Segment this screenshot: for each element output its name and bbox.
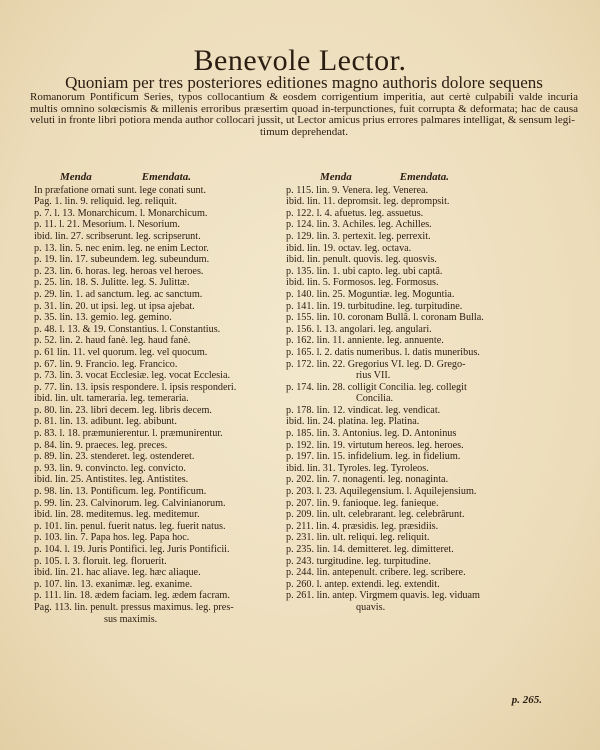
errata-entry: p. 261. lin. antep. Virgmem quavis. leg. viduam (286, 590, 480, 602)
errata-entry: p. 122. l. 4. afuetus. leg. assuetus. (286, 207, 424, 219)
errata-entry: p. 243. turgitudine. leg. turpitudine. (286, 555, 431, 567)
errata-entry: p. 155. lin. 10. coronam Bullâ. l. coronam Bulla. (286, 312, 484, 324)
errata-entry: p. 61 lin. 11. vel quorum. leg. vel quocum. (34, 346, 208, 358)
errata-entry: ibid. lin. ult. tameraria. leg. temeraria. (34, 393, 189, 405)
errata-entry: p. 31. lin. 20. ut ipsi. leg. ut ipsa ajebat. (34, 300, 195, 312)
errata-list (34, 185, 286, 626)
errata-entry: ibid. lin. 28. meditemus. leg. meditemur. (34, 509, 200, 521)
errata-entry: p. 156. l. 13. angolari. leg. angulari. (286, 323, 432, 335)
errata-entry: p. 103. lin. 7. Papa hos. leg. Papa hoc. (34, 532, 190, 544)
errata-entry: ibid. lin. 27. scribserunt. leg. scripserunt. (34, 230, 201, 242)
errata-entry: p. 35. lin. 13. gemio. leg. gemino. (34, 312, 172, 324)
errata-entry: p. 165. l. 2. datis numeribus. l. datis muneribus. (286, 346, 480, 358)
errata-entry: quavis. (356, 601, 386, 613)
errata-entry: ibid. lin. 31. Tyroles. leg. Tyroleos. (286, 462, 429, 474)
errata-entry: sus maximis. (104, 613, 158, 625)
errata-entry: p. 235. lin. 14. demitteret. leg. dimitteret. (286, 544, 454, 555)
errata-entry: p. 19. lin. 17. subeundem. leg. subeundum. (34, 254, 210, 266)
menda-header: Menda (320, 171, 352, 183)
intro-last-line: timum deprehendat. (260, 125, 348, 138)
errata-entry: p. 124. lin. 3. Achiles. leg. Achilles. (286, 219, 432, 231)
errata-entry: p. 140. lin. 25. Moguntiæ. leg. Moguntia. (286, 288, 455, 300)
errata-entry: p. 23. lin. 6. horas. leg. heroas vel heroes. (34, 265, 204, 277)
errata-entry: p. 48. l. 13. & 19. Constantius. l. Constantius. (34, 323, 221, 335)
errata-entry: p. 81. lin. 13. adibunt. leg. abibunt. (34, 416, 177, 428)
errata-entry: p. 104. l. 19. Juris Pontifici. leg. Juris Pontificii. (34, 544, 230, 555)
errata-entry: In præfatione ornati sunt. lege conati sunt. (34, 184, 207, 196)
errata-entry: ibid. lin. 19. octav. leg. octava. (286, 242, 412, 254)
errata-entry: p. 105. l. 3. floruit. leg. floruerit. (34, 555, 167, 567)
errata-entry: Pag. 113. lin. penult. pressus maximus. leg. pres- (34, 601, 234, 613)
intro-paragraph (30, 74, 578, 138)
errata-entry: p. 197. lin. 15. infidelium. leg. in fidelium. (286, 451, 461, 463)
errata-entry: p. 129. lin. 3. pertexit. leg. perrexit. (286, 230, 431, 242)
errata-entry: ibid. lin. 21. hac aliave. leg. hæc aliaque. (34, 567, 201, 579)
errata-entry: p. 111. lin. 18. ædem faciam. leg. ædem facram. (34, 590, 230, 602)
errata-entry: p. 83. l. 18. præmunierentur. l. præmunirentur. (34, 428, 223, 440)
errata-entry: p. 211. lin. 4. præsidis. leg. præsidiis. (286, 520, 439, 532)
catchword: p. 265. (511, 694, 542, 706)
errata-entry: p. 73. lin. 3. vocat Ecclesiæ. leg. vocat Ecclesia. (34, 370, 231, 382)
errata-entry: p. 185. lin. 3. Antonius. leg. D. Antoninus (286, 428, 457, 440)
column-header (34, 172, 286, 184)
errata-entry: p. 11. l. 21. Mesorium. l. Nesorium. (34, 219, 180, 231)
errata-entry: ibid. lin. 5. Formosos. leg. Formosus. (286, 277, 439, 289)
errata-entry: p. 172. lin. 22. Gregorius VI. leg. D. Grego- (286, 358, 466, 370)
errata-entry: p. 101. lin. penul. fuerit natus. leg. fuerit natus. (34, 520, 226, 532)
errata-entry: rius VII. (356, 370, 391, 382)
errata-entry: p. 209. lin. ult. celebrarant. leg. celebrârunt. (286, 509, 465, 521)
errata-list (286, 185, 576, 614)
emendata-header: Emendata. (399, 171, 449, 183)
errata-entry: p. 98. lin. 13. Pontificum. leg. Pontificum. (34, 486, 207, 498)
errata-left-column (34, 172, 286, 625)
errata-entry: p. 80. lin. 23. libri decem. leg. libris decem. (34, 404, 212, 416)
errata-entry: p. 260. l. antep. extendi. leg. extendit. (286, 578, 440, 590)
errata-entry: ibid. lin. penult. quovis. leg. quosvis. (286, 254, 437, 266)
errata-entry: p. 107. lin. 13. exanimæ. leg. exanime. (34, 578, 193, 590)
errata-entry: p. 162. lin. 11. anniente. leg. annuente. (286, 335, 444, 347)
errata-entry: p. 52. lin. 2. haud fanè. leg. haud fanè. (34, 335, 191, 347)
errata-entry: p. 178. lin. 12. vindicat. leg. vendicat. (286, 404, 441, 416)
errata-entry: p. 29. lin. 1. ad sanctum. leg. ac sanctum. (34, 288, 203, 300)
intro-body: Romanorum Pontificum Series, typos collocantium & eosdem corrigentium imperitia, aut certè culpabili valde incuria multis omnino solœcismis & millenis erroribus præsertim quoad in-terpunctiones, fuit corrupta & deformata; hac de causa veluti in fronte libri potiora menda author collocari jussit, ut Lector amicus prius errores palmares intelligat, & sensum legi- (30, 91, 578, 126)
errata-entry: ibid. lin. 25. Antistites. leg. Antistites. (34, 474, 189, 486)
errata-entry: ibid. lin. 11. depromsit. leg. deprompsit. (286, 196, 450, 208)
errata-entry: Concilia. (356, 393, 394, 405)
errata-entry: p. 202. lin. 7. nonagenti. leg. nonaginta. (286, 474, 449, 486)
intro-first-line: Quoniam per tres posteriores editiones magno authoris dolore sequens (65, 73, 543, 92)
errata-entry: p. 244. lin. antepenult. cribere. leg. scribere. (286, 567, 466, 579)
errata-entry: p. 231. lin. ult. reliqui. leg. reliquit. (286, 532, 430, 544)
errata-entry: p. 25. lin. 18. S. Julitte. leg. S. Julittæ. (34, 277, 190, 289)
errata-entry: p. 203. l. 23. Aquilegensium. l. Aquilejensium. (286, 486, 477, 498)
page-title: Benevole Lector. (193, 44, 407, 77)
errata-entry: p. 174. lin. 28. colligit Concilia. leg. collegit (286, 381, 467, 393)
errata-entry: p. 84. lin. 9. praeces. leg. preces. (34, 439, 168, 451)
menda-header: Menda (60, 171, 92, 183)
errata-entry: p. 13. lin. 5. nec enim. leg. ne enim Lector. (34, 242, 209, 254)
errata-entry: p. 115. lin. 9. Venera. leg. Venerea. (286, 184, 429, 196)
errata-entry: p. 7. l. 13. Monarchicum. l. Monarchicum. (34, 207, 208, 219)
errata-entry: p. 77. lin. 13. ipsis respondere. l. ipsis responderi. (34, 381, 237, 393)
errata-entry: p. 207. lin. 9. fanioque. leg. fanieque. (286, 497, 439, 509)
errata-entry: p. 135. lin. 1. ubi capto. leg. ubi captâ. (286, 265, 443, 277)
errata-entry: p. 93. lin. 9. convincto. leg. convicto. (34, 462, 186, 474)
errata-entry: p. 141. lin. 19. turbitudine. leg. turpitudine. (286, 300, 463, 312)
errata-right-column (286, 172, 576, 614)
column-header (286, 172, 576, 184)
errata-entry: ibid. lin. 24. platina. leg. Platina. (286, 416, 420, 428)
errata-entry: p. 67. lin. 9. Francio. leg. Francico. (34, 358, 178, 370)
errata-entry: p. 89. lin. 23. stenderet. leg. ostenderet. (34, 451, 195, 463)
errata-entry: Pag. 1. lin. 9. reliquid. leg. reliquit. (34, 196, 177, 208)
emendata-header: Emendata. (141, 171, 191, 183)
errata-entry: p. 192. lin. 19. virtutum hereos. leg. heroes. (286, 439, 464, 451)
errata-entry: p. 99. lin. 23. Calvinorum. leg. Calvinianorum. (34, 497, 226, 509)
